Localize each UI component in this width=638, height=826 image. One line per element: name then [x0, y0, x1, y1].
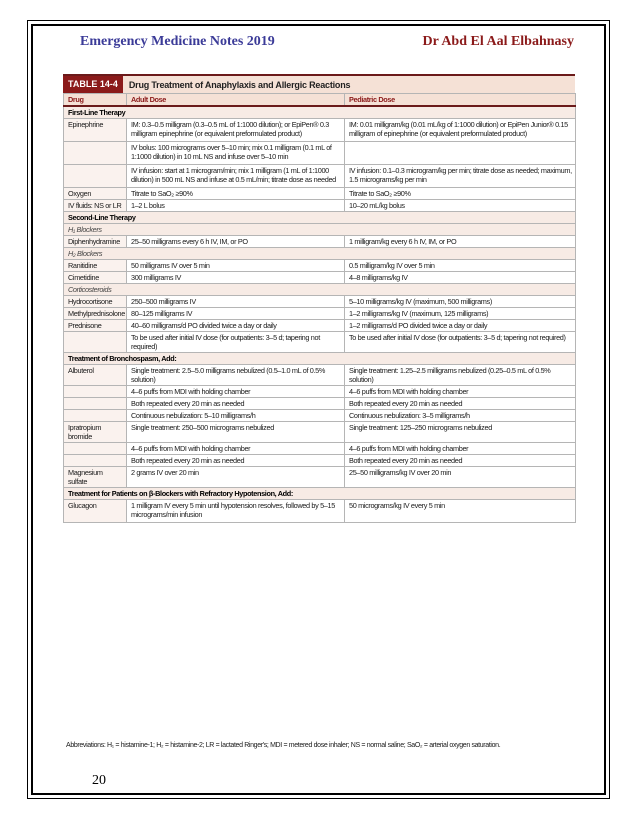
table-row: [64, 308, 576, 320]
pediatric-dose-cell: IM: 0.01 milligram/kg (0.01 mL/kg of 1:1000 dilution) or EpiPen Junior® 0.15 milligram of epinephrine (or equivalent preformulated product): [345, 119, 576, 142]
table-body: [64, 106, 576, 523]
adult-dose-cell: Single treatment: 2.5–5.0 milligrams nebulized (0.5–1.0 mL of 0.5% solution): [127, 365, 345, 386]
subsection-row: [64, 248, 576, 260]
pediatric-dose-cell: Single treatment: 1.25–2.5 milligrams nebulized (0.25–0.5 mL of 0.5% solution): [345, 365, 576, 386]
table-row: [64, 142, 576, 165]
adult-dose-cell: Titrate to SaO₂ ≥90%: [127, 188, 345, 200]
subsection-row: [64, 284, 576, 296]
section-row: [64, 353, 576, 365]
drug-name-cell: [64, 398, 127, 410]
drug-name-cell: Magnesium sulfate: [64, 467, 127, 488]
table-row: [64, 188, 576, 200]
adult-dose-cell: 40–60 milligrams/d PO divided twice a day or daily: [127, 320, 345, 332]
drug-table: [63, 93, 576, 523]
pediatric-dose-cell: Both repeated every 20 min as needed: [345, 398, 576, 410]
section-heading: Second-Line Therapy: [64, 212, 576, 224]
drug-name-cell: [64, 410, 127, 422]
table-row: [64, 332, 576, 353]
drug-name-cell: Hydrocortisone: [64, 296, 127, 308]
table-row: [64, 467, 576, 488]
column-header-pediatric-dose: Pediatric Dose: [345, 94, 576, 107]
abbreviations-footnote: Abbreviations: H₁ = histamine-1; H₂ = histamine-2; LR = lactated Ringer's; MDI = metered dose inhaler; NS = normal saline; SaO₂ = arterial oxygen saturation.: [66, 742, 501, 749]
subsection-row: [64, 224, 576, 236]
header-author: Dr Abd El Aal Elbahnasy: [422, 34, 574, 49]
column-header-adult-dose: Adult Dose: [127, 94, 345, 107]
drug-name-cell: Methylprednisolone: [64, 308, 127, 320]
adult-dose-cell: 80–125 milligrams IV: [127, 308, 345, 320]
drug-name-cell: Glucagon: [64, 500, 127, 523]
pediatric-dose-cell: 4–8 milligrams/kg IV: [345, 272, 576, 284]
adult-dose-cell: 4–6 puffs from MDI with holding chamber: [127, 386, 345, 398]
adult-dose-cell: Both repeated every 20 min as needed: [127, 455, 345, 467]
drug-name-cell: Albuterol: [64, 365, 127, 386]
page-number: 20: [92, 773, 106, 788]
section-heading: Treatment for Patients on β-Blockers with Refractory Hypotension, Add:: [64, 488, 576, 500]
drug-name-cell: [64, 443, 127, 455]
column-header-drug: Drug: [64, 94, 127, 107]
pediatric-dose-cell: To be used after initial IV dose (for outpatients: 3–5 d; tapering not required): [345, 332, 576, 353]
table-caption: Drug Treatment of Anaphylaxis and Allergic Reactions: [128, 79, 351, 90]
adult-dose-cell: IV bolus: 100 micrograms over 5–10 min; mix 0.1 milligram (0.1 mL of 1:1000 dilution) in 10 mL NS and infuse over 5–10 min: [127, 142, 345, 165]
adult-dose-cell: 50 milligrams IV over 5 min: [127, 260, 345, 272]
drug-name-cell: [64, 455, 127, 467]
table-row: [64, 260, 576, 272]
pediatric-dose-cell: 0.5 milligram/kg IV over 5 min: [345, 260, 576, 272]
adult-dose-cell: 2 grams IV over 20 min: [127, 467, 345, 488]
pediatric-dose-cell: 1–2 milligrams/d PO divided twice a day or daily: [345, 320, 576, 332]
subsection-heading: H₁ Blockers: [64, 224, 576, 236]
pediatric-dose-cell: 1–2 milligrams/kg IV (maximum, 125 milligrams): [345, 308, 576, 320]
drug-name-cell: [64, 386, 127, 398]
pediatric-dose-cell: [345, 142, 576, 165]
table-row: [64, 500, 576, 523]
pediatric-dose-cell: 5–10 milligrams/kg IV (maximum, 500 milligrams): [345, 296, 576, 308]
table-title-bar: [63, 74, 575, 93]
drug-name-cell: Oxygen: [64, 188, 127, 200]
section-row: [64, 106, 576, 119]
table-row: [64, 365, 576, 386]
drug-name-cell: [64, 142, 127, 165]
adult-dose-cell: 1–2 L bolus: [127, 200, 345, 212]
adult-dose-cell: 4–6 puffs from MDI with holding chamber: [127, 443, 345, 455]
pediatric-dose-cell: 25–50 milligrams/kg IV over 20 min: [345, 467, 576, 488]
adult-dose-cell: 300 milligrams IV: [127, 272, 345, 284]
pediatric-dose-cell: IV infusion: 0.1–0.3 microgram/kg per min; titrate dose as needed; maximum, 1.5 micrograms/kg per min: [345, 165, 576, 188]
table-row: [64, 443, 576, 455]
adult-dose-cell: Both repeated every 20 min as needed: [127, 398, 345, 410]
drug-name-cell: Epinephrine: [64, 119, 127, 142]
adult-dose-cell: 1 milligram IV every 5 min until hypotension resolves, followed by 5–15 micrograms/min infusion: [127, 500, 345, 523]
adult-dose-cell: To be used after initial IV dose (for outpatients: 3–5 d; tapering not required): [127, 332, 345, 353]
adult-dose-cell: Continuous nebulization: 5–10 milligrams/h: [127, 410, 345, 422]
header-title: Emergency Medicine Notes 2019: [80, 34, 275, 49]
drug-name-cell: Cimetidine: [64, 272, 127, 284]
table-row: [64, 386, 576, 398]
adult-dose-cell: IV infusion: start at 1 microgram/min; mix 1 milligram (1 mL of 1:1000 dilution) in 500 mL NS and infuse at 0.5 mL/min; titrate dose as needed: [127, 165, 345, 188]
pediatric-dose-cell: 1 milligram/kg every 6 h IV, IM, or PO: [345, 236, 576, 248]
table-row: [64, 422, 576, 443]
drug-name-cell: Ranitidine: [64, 260, 127, 272]
adult-dose-cell: IM: 0.3–0.5 milligram (0.3–0.5 mL of 1:1000 dilution); or EpiPen® 0.3 milligram epinephrine (or equivalent preformulated product): [127, 119, 345, 142]
adult-dose-cell: 250–500 milligrams IV: [127, 296, 345, 308]
table-row: [64, 236, 576, 248]
drug-name-cell: [64, 332, 127, 353]
pediatric-dose-cell: Titrate to SaO₂ ≥90%: [345, 188, 576, 200]
drug-name-cell: Prednisone: [64, 320, 127, 332]
pediatric-dose-cell: 4–6 puffs from MDI with holding chamber: [345, 386, 576, 398]
pediatric-dose-cell: 10–20 mL/kg bolus: [345, 200, 576, 212]
drug-name-cell: [64, 165, 127, 188]
table-row: [64, 296, 576, 308]
table-number-badge: TABLE 14-4: [63, 76, 123, 93]
pediatric-dose-cell: Single treatment: 125–250 micrograms nebulized: [345, 422, 576, 443]
subsection-heading: Corticosteroids: [64, 284, 576, 296]
section-row: [64, 488, 576, 500]
table-row: [64, 200, 576, 212]
table-row: [64, 165, 576, 188]
drug-name-cell: IV fluids: NS or LR: [64, 200, 127, 212]
table-header-row: [64, 94, 576, 107]
table-row: [64, 410, 576, 422]
section-heading: Treatment of Bronchospasm, Add:: [64, 353, 576, 365]
pediatric-dose-cell: 4–6 puffs from MDI with holding chamber: [345, 443, 576, 455]
table-row: [64, 398, 576, 410]
table-row: [64, 320, 576, 332]
drug-name-cell: Ipratropium bromide: [64, 422, 127, 443]
table-row: [64, 272, 576, 284]
table-row: [64, 119, 576, 142]
section-row: [64, 212, 576, 224]
table-row: [64, 455, 576, 467]
pediatric-dose-cell: 50 micrograms/kg IV every 5 min: [345, 500, 576, 523]
pediatric-dose-cell: Both repeated every 20 min as needed: [345, 455, 576, 467]
drug-name-cell: Diphenhydramine: [64, 236, 127, 248]
subsection-heading: H₂ Blockers: [64, 248, 576, 260]
adult-dose-cell: Single treatment: 250–500 micrograms nebulized: [127, 422, 345, 443]
section-heading: First-Line Therapy: [64, 106, 576, 119]
adult-dose-cell: 25–50 milligrams every 6 h IV, IM, or PO: [127, 236, 345, 248]
pediatric-dose-cell: Continuous nebulization: 3–5 milligrams/h: [345, 410, 576, 422]
